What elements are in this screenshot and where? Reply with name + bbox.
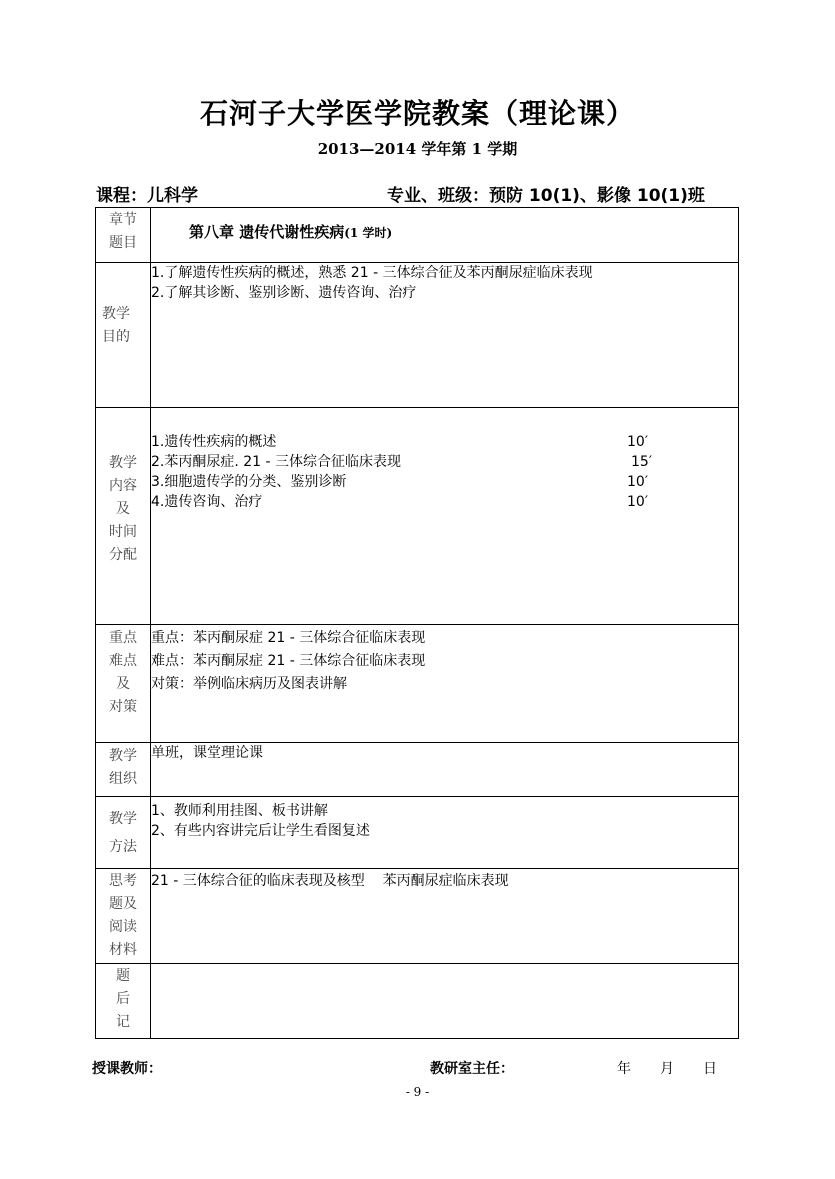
content-item-time: 10′ xyxy=(627,494,648,510)
year-label: 年 xyxy=(617,1061,631,1077)
course-name: 课程：儿科学 xyxy=(96,186,198,206)
chapter-label xyxy=(96,208,151,263)
key-point-line: 对策：举例临床病历及图表讲解 xyxy=(151,676,347,692)
content-item-text: 3.细胞遗传学的分类、鉴别诊断 xyxy=(151,474,347,490)
director-signature-label: 教研室主任： xyxy=(430,1061,514,1077)
chapter-row xyxy=(96,208,739,263)
content-item-time: 15′ xyxy=(631,454,652,470)
label-line: 记 xyxy=(116,1014,130,1030)
thinking-content xyxy=(151,869,739,964)
academic-term: 2013—2014 学年第 1 学期 xyxy=(317,140,518,158)
method-label xyxy=(96,797,151,869)
method-line: 1、教师利用挂图、板书讲解 xyxy=(151,803,328,819)
method-content xyxy=(151,797,739,869)
label-line: 目的 xyxy=(102,329,130,345)
key-point-line: 重点：苯丙酮尿症 21 - 三体综合征临床表现 xyxy=(151,630,426,646)
key-points-label xyxy=(96,625,151,743)
organization-label xyxy=(96,743,151,797)
organization-text: 单班，课堂理论课 xyxy=(151,745,263,761)
content-item xyxy=(151,492,738,512)
label-line: 材料 xyxy=(109,942,137,958)
thinking-text: 21 - 三体综合征的临床表现及核型 苯丙酮尿症临床表现 xyxy=(151,873,509,889)
label-line: 分配 xyxy=(109,547,137,563)
label-line: 题目 xyxy=(109,235,137,251)
label-line: 及 xyxy=(116,501,130,517)
label-line: 教学 xyxy=(109,748,137,764)
page-number: - 9 - xyxy=(405,1085,430,1099)
content-items xyxy=(151,408,739,625)
thinking-label xyxy=(96,869,151,964)
content-item-time: 10′ xyxy=(627,434,648,450)
content-item xyxy=(151,472,738,492)
month-label: 月 xyxy=(660,1061,674,1077)
goal-row xyxy=(96,263,739,408)
label-line: 对策 xyxy=(109,699,137,715)
chapter-title-text: 第八章 遗传代谢性疾病 xyxy=(189,223,345,241)
label-line: 题及 xyxy=(109,896,137,912)
after-class-notes-row xyxy=(96,964,739,1039)
content-item-text: 4.遗传咨询、治疗 xyxy=(151,494,263,510)
content-item-text: 2.苯丙酮尿症. 21 - 三体综合征临床表现 xyxy=(151,454,402,470)
label-line: 后 xyxy=(116,991,130,1007)
label-line: 教学 xyxy=(102,306,130,322)
method-row xyxy=(96,797,739,869)
key-points-content xyxy=(151,625,739,743)
goal-line: 1.了解遗传性疾病的概述，熟悉 21 - 三体综合征及苯丙酮尿症临床表现 xyxy=(151,265,593,281)
content-item-text: 1.遗传性疾病的概述 xyxy=(151,434,277,450)
label-line: 教学 xyxy=(109,811,137,827)
label-line: 教学 xyxy=(109,455,137,471)
content-item-time: 10′ xyxy=(627,474,648,490)
after-class-label xyxy=(96,964,151,1039)
organization-content xyxy=(151,743,739,797)
content-label xyxy=(96,408,151,625)
label-line: 难点 xyxy=(109,653,137,669)
content-item xyxy=(151,432,738,452)
teacher-signature-label: 授课教师： xyxy=(92,1061,162,1077)
label-line: 时间 xyxy=(109,524,137,540)
document-title: 石河子大学医学院教案（理论课） xyxy=(199,97,635,130)
chapter-hours: (1 学时) xyxy=(344,226,393,240)
label-line: 重点 xyxy=(109,630,137,646)
label-line: 阅读 xyxy=(109,919,137,935)
label-line: 题 xyxy=(116,968,130,984)
label-line: 内容 xyxy=(109,478,137,494)
method-line: 2、有些内容讲完后让学生看图复述 xyxy=(151,823,370,839)
day-label: 日 xyxy=(703,1061,717,1077)
label-line: 思考 xyxy=(109,873,137,889)
label-line: 及 xyxy=(116,676,130,692)
label-line: 章节 xyxy=(109,212,137,228)
content-row xyxy=(96,408,739,625)
after-class-notes xyxy=(151,964,739,1039)
goal-content xyxy=(151,263,739,408)
label-line: 组织 xyxy=(109,771,137,787)
date-fields xyxy=(617,1058,746,1078)
thinking-row xyxy=(96,869,739,964)
chapter-content xyxy=(151,208,739,263)
key-points-row xyxy=(96,625,739,743)
label-line: 方法 xyxy=(109,839,137,855)
goal-line: 2.了解其诊断、鉴别诊断、遗传咨询、治疗 xyxy=(151,285,417,301)
goal-label xyxy=(96,263,151,408)
content-item xyxy=(151,452,738,472)
organization-row xyxy=(96,743,739,797)
lesson-plan-table xyxy=(95,207,739,1039)
chapter-title xyxy=(151,208,738,242)
key-point-line: 难点：苯丙酮尿症 21 - 三体综合征临床表现 xyxy=(151,653,426,669)
major-class: 专业、班级：预防 10(1)、影像 10(1)班 xyxy=(387,186,705,206)
